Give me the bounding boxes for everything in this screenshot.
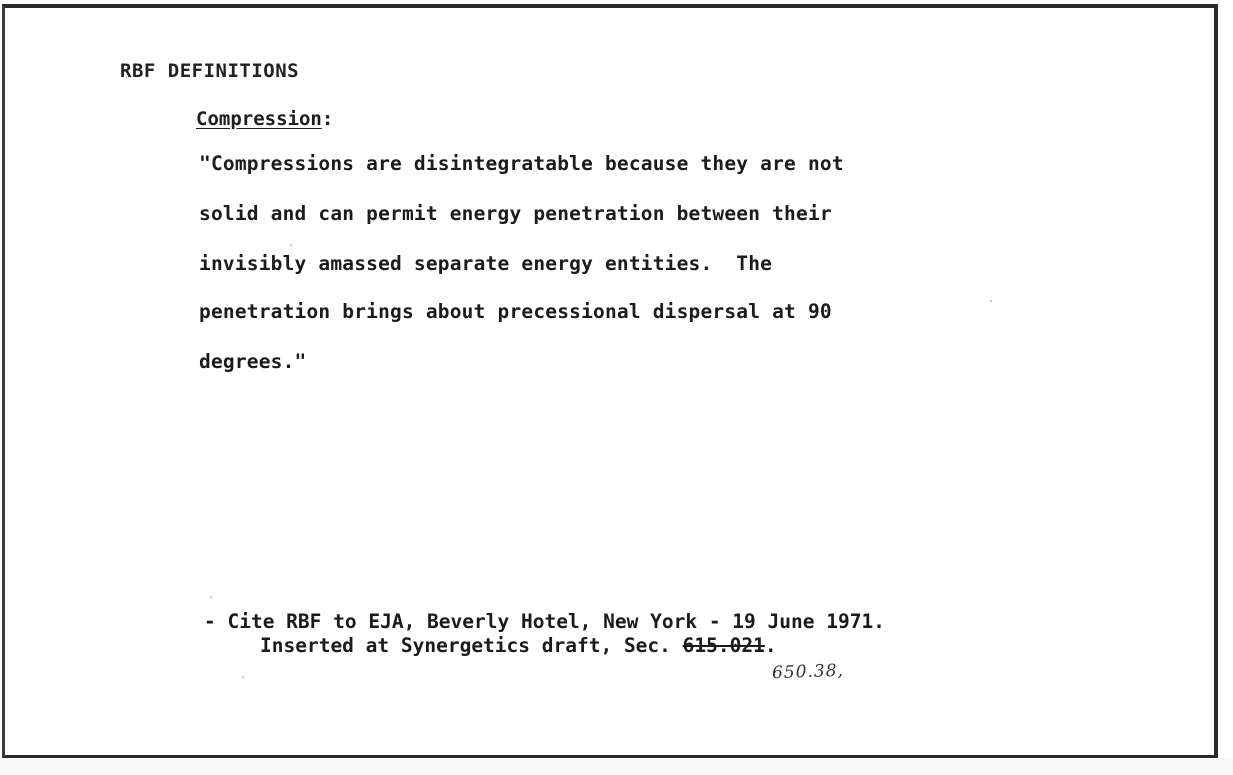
handwritten-section-number: 650.38,: [771, 660, 845, 684]
paper-speck: [242, 676, 244, 678]
quote-line-4: penetration brings about precessional dispersal at 90: [199, 300, 832, 323]
paper-speck: [210, 596, 212, 598]
citation-line-1: - Cite RBF to EJA, Beverly Hotel, New York - 19 June 1971.: [204, 610, 885, 633]
paper-speck: [290, 244, 292, 246]
term-heading: [196, 108, 333, 130]
quote-line-3: invisibly amassed separate energy entities. The: [199, 252, 773, 275]
quote-line-2: solid and can permit energy penetration between their: [199, 202, 832, 225]
quote-line-5: degrees.": [199, 350, 307, 373]
citation-prefix: Inserted at Synergetics draft, Sec.: [260, 634, 683, 657]
citation-period: .: [764, 634, 777, 657]
next-card-edge: [0, 758, 1233, 775]
citation-line-2: [260, 634, 777, 657]
quote-line-1: "Compressions are disintegratable because they are not: [199, 152, 844, 175]
term-colon: :: [321, 108, 334, 130]
card-header: RBF DEFINITIONS: [120, 60, 300, 82]
paper-speck: [990, 300, 992, 302]
term-word: Compression: [196, 108, 322, 130]
struck-section-number: 615.021: [682, 634, 765, 657]
